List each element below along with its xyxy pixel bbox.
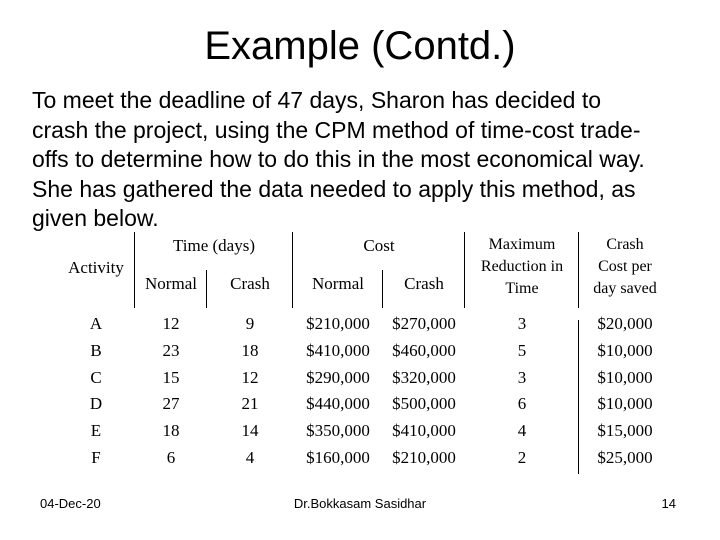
cell-crash-cost-per-day: $25,000 <box>597 448 653 467</box>
footer-date: 04-Dec-20 <box>40 496 101 511</box>
cell-cost-crash: $210,000 <box>392 448 456 467</box>
cell-crash-cost-per-day: $10,000 <box>597 394 653 413</box>
cell-cost-normal: $290,000 <box>306 368 370 387</box>
cell-crash-cost-per-day: $15,000 <box>597 421 653 440</box>
cell-cost-crash: $270,000 <box>392 314 456 333</box>
cell-cost-normal: $350,000 <box>306 421 370 440</box>
table-row <box>0 394 720 420</box>
cell-max-reduction: 6 <box>517 394 527 413</box>
cell-time-crash: 4 <box>245 448 255 467</box>
cell-crash-cost-per-day: $20,000 <box>597 314 653 333</box>
intro-line: She has gathered the data needed to apply this method, as <box>32 175 636 202</box>
cell-time-normal: 12 <box>162 314 180 333</box>
cell-cost-normal: $410,000 <box>306 341 370 360</box>
header-time-normal: Normal <box>145 274 197 293</box>
cell-activity: A <box>89 314 103 333</box>
cell-time-crash: 14 <box>241 421 259 440</box>
cell-crash-cost-per-day: $10,000 <box>597 368 653 387</box>
cell-cost-normal: $440,000 <box>306 394 370 413</box>
header-activity: Activity <box>68 258 124 277</box>
cell-time-normal: 23 <box>162 341 180 360</box>
cell-time-normal: 18 <box>162 421 180 440</box>
cell-cost-normal: $160,000 <box>306 448 370 467</box>
cell-cost-normal: $210,000 <box>306 314 370 333</box>
header-cost-group: Cost <box>363 236 395 255</box>
table-row <box>0 314 720 340</box>
header-max-reduction: Maximum Reduction in Time <box>480 236 564 297</box>
cell-cost-crash: $410,000 <box>392 421 456 440</box>
table-divider <box>578 232 579 308</box>
table-divider <box>382 270 383 308</box>
intro-line: offs to determine how to do this in the most economical way. <box>32 146 645 172</box>
intro-line: To meet the deadline of 47 days, Sharon has decided to <box>32 87 602 113</box>
header-cost-normal: Normal <box>312 274 364 293</box>
intro-line: given below. <box>32 205 159 231</box>
table-row <box>0 341 720 367</box>
table-row <box>0 368 720 394</box>
cell-time-normal: 6 <box>166 448 176 467</box>
footer-author: Dr.Bokkasam Sasidhar <box>293 496 427 511</box>
table-row <box>0 421 720 447</box>
cell-max-reduction: 4 <box>517 421 527 440</box>
cell-cost-crash: $500,000 <box>392 394 456 413</box>
cell-cost-crash: $460,000 <box>392 341 456 360</box>
cell-time-crash: 18 <box>241 341 259 360</box>
table-divider <box>464 232 465 308</box>
cell-activity: C <box>90 368 102 387</box>
cell-crash-cost-per-day: $10,000 <box>597 341 653 360</box>
cell-time-crash: 21 <box>241 394 259 413</box>
cell-activity: B <box>90 341 102 360</box>
cell-max-reduction: 5 <box>517 341 527 360</box>
table-row <box>0 448 720 474</box>
intro-line: crash the project, using the CPM method of time-cost trade- <box>32 116 641 143</box>
cell-time-crash: 12 <box>241 368 259 387</box>
slide-title: Example (Contd.) <box>204 24 516 68</box>
cell-time-normal: 27 <box>162 394 180 413</box>
cell-time-normal: 15 <box>162 368 180 387</box>
cell-activity: E <box>90 421 102 440</box>
cell-max-reduction: 3 <box>517 368 527 387</box>
cell-cost-crash: $320,000 <box>392 368 456 387</box>
cell-time-crash: 9 <box>245 314 255 333</box>
header-crash-cost-per-day: Crash Cost per day saved <box>593 236 657 297</box>
footer-page-number: 14 <box>661 496 676 511</box>
cell-max-reduction: 3 <box>517 314 527 333</box>
table-divider <box>292 232 293 308</box>
cell-max-reduction: 2 <box>517 448 527 467</box>
cell-activity: F <box>91 448 101 467</box>
cell-activity: D <box>89 394 103 413</box>
table-divider <box>134 232 135 308</box>
header-cost-crash: Crash <box>404 274 444 293</box>
header-time-group: Time (days) <box>172 236 255 255</box>
table-divider <box>206 270 207 308</box>
header-time-crash: Crash <box>230 274 270 293</box>
